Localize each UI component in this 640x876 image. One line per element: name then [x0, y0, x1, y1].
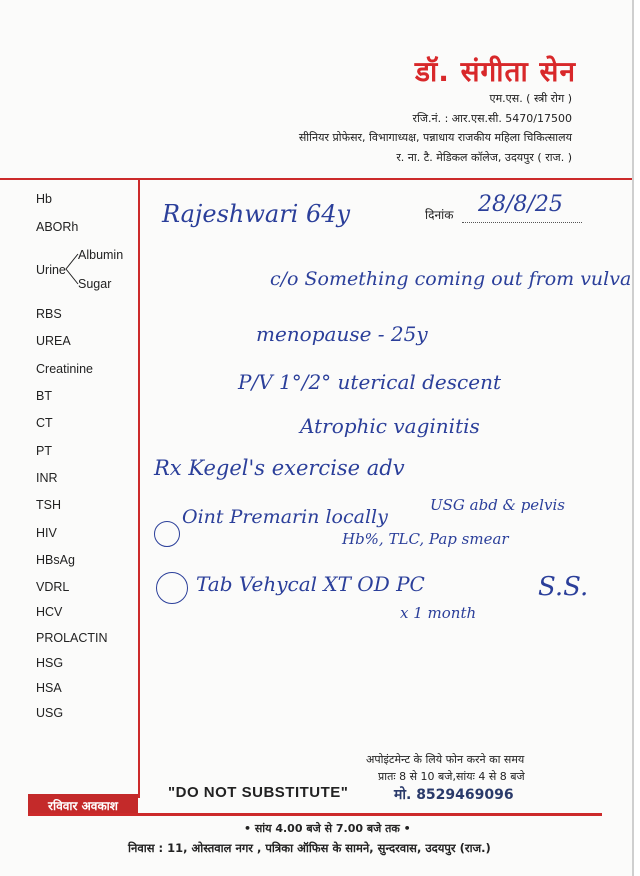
test-bt: BT [36, 389, 52, 403]
item-1-circle [154, 521, 180, 547]
handwritten-exam: P/V 1°/2° uterical descent [238, 370, 501, 394]
handwritten-item1b: USG abd & pelvis [430, 496, 565, 514]
test-inr: INR [36, 471, 58, 485]
handwritten-complaint: c/o Something coming out from vulva [270, 268, 632, 290]
test-hb: Hb [36, 192, 52, 206]
test-aborh: ABORh [36, 220, 79, 234]
do-not-substitute: "DO NOT SUBSTITUTE" [168, 784, 349, 801]
handwritten-item1: Oint Premarin locally [182, 506, 388, 528]
test-hsg: HSG [36, 656, 64, 670]
urine-group [36, 244, 136, 294]
test-albumin: Albumin [78, 248, 124, 262]
clinic-timing: • सांय 4.00 बजे से 7.00 बजे तक • [244, 822, 411, 835]
doctor-designation: सीनियर प्रोफेसर, विभागाध्यक्ष, पन्नाधाय राजकीय महिला चिकित्सालय [298, 131, 572, 144]
college-name: र. ना. टै. मेडिकल कॉलेज, उदयपुर ( राज. ) [396, 151, 572, 164]
test-urea: UREA [36, 334, 71, 348]
footer-divider [28, 813, 602, 816]
handwritten-history: menopause - 25y [256, 322, 428, 346]
handwritten-rx: Rx Kegel's exercise adv [154, 456, 405, 480]
test-prolactin: PROLACTIN [36, 631, 108, 645]
test-hsa: HSA [36, 681, 62, 695]
date-label: दिनांक [425, 208, 454, 222]
test-creatinine: Creatinine [36, 362, 93, 376]
appointment-note: अपोइंटमेन्ट के लिये फोन करने का समय [366, 753, 525, 766]
test-hcv: HCV [36, 605, 63, 619]
mobile-number: मो. 8529469096 [394, 787, 514, 803]
handwritten-signature: S.S. [538, 572, 589, 602]
header-divider [0, 178, 632, 180]
test-ct: CT [36, 416, 53, 430]
handwritten-patient: Rajeshwari 64y [162, 200, 351, 228]
handwritten-exam2: Atrophic vaginitis [300, 414, 480, 438]
test-urine: Urine [36, 263, 66, 277]
test-rbs: RBS [36, 307, 62, 321]
date-line [462, 222, 582, 223]
test-usg: USG [36, 706, 64, 720]
doctor-name: डॉ. संगीता सेन [415, 55, 576, 88]
residence-address: निवास : 11, ओस्तवाल नगर , पत्रिका ऑफिस के सामने, सुन्दरवास, उदयपुर (राज.) [128, 841, 491, 855]
handwritten-item2: Tab Vehycal XT OD PC [196, 572, 425, 596]
sunday-holiday-badge: रविवार अवकाश [28, 794, 138, 816]
margin-divider [138, 178, 140, 798]
registration-number: रजि.नं. : आर.एस.सी. 5470/17500 [412, 112, 572, 125]
handwritten-item1c: Hb%, TLC, Pap smear [342, 530, 509, 548]
test-sugar: Sugar [78, 277, 112, 291]
test-vdrl: VDRL [36, 580, 70, 594]
test-hbsag: HBsAg [36, 553, 75, 567]
test-tsh: TSH [36, 498, 61, 512]
appointment-hours: प्रातः 8 से 10 बजे,सांयः 4 से 8 बजे [378, 770, 525, 783]
handwritten-date: 28/8/25 [478, 192, 563, 217]
handwritten-item2b: x 1 month [400, 604, 477, 622]
test-hiv: HIV [36, 526, 57, 540]
doctor-qualification: एम.एस. ( स्त्री रोग ) [489, 92, 572, 105]
item-2-circle [156, 572, 188, 604]
test-pt: PT [36, 444, 52, 458]
